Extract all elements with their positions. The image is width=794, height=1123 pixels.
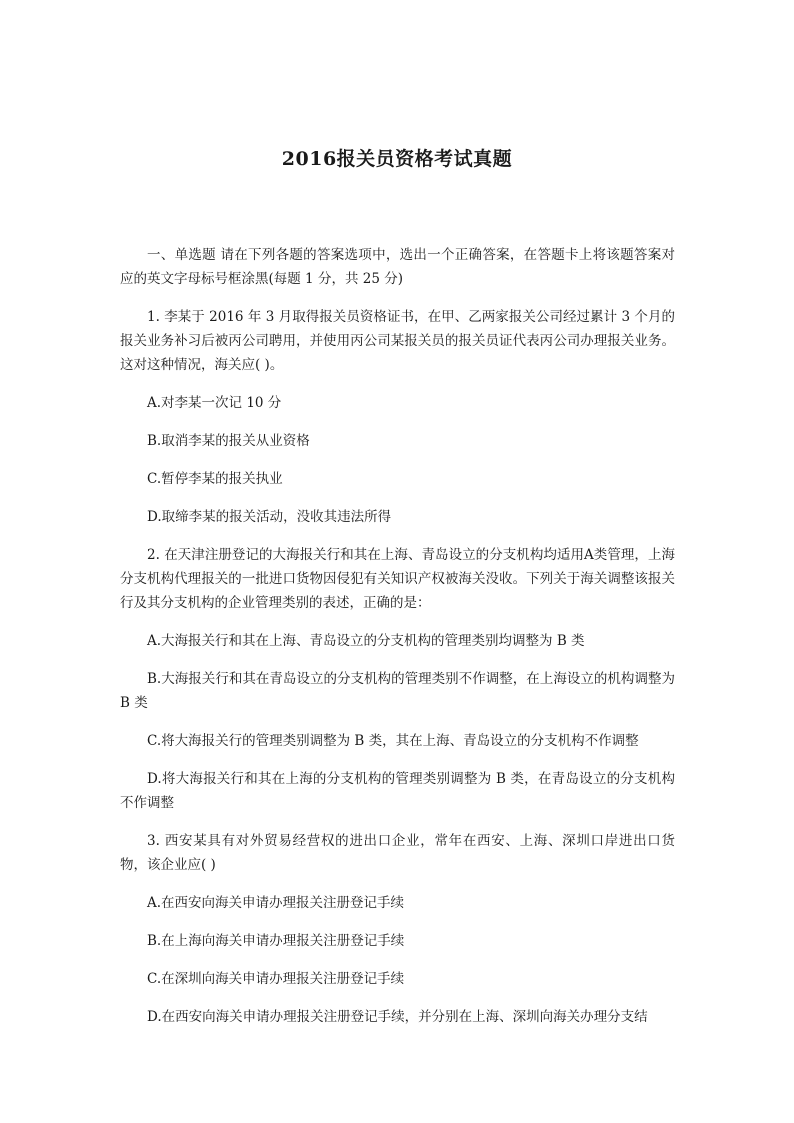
document-title: 2016报关员资格考试真题 (281, 148, 513, 170)
question-1-option-a: A.对李某一次记 10 分 (147, 395, 282, 411)
question-stem-2: 2. 在天津注册登记的大海报关行和其在上海、青岛设立的分支机构均适用A类管理，上海分支机构代理报关的一批进口货物因侵犯有关知识产权被海关没收。下列关于海关调整该报关行及其分支机构的企业管理类别的表述，正确的是： (120, 547, 675, 611)
question-2-option-b: B.大海报关行和其在青岛设立的分支机构的管理类别不作调整，在上海设立的机构调整为 B 类 (120, 671, 675, 711)
question-stem-1: 1. 李某于 2016 年 3 月取得报关员资格证书，在甲、乙两家报关公司经过累计 3 个月的报关业务补习后被丙公司聘用，并使用丙公司某报关员的报关员证代表丙公司办理报关业务。这对这种情况，海关应( )。 (120, 309, 675, 373)
question-3-option-c: C.在深圳向海关申请办理报关注册登记手续 (147, 971, 405, 987)
document-body (120, 243, 675, 1043)
question-2-option-c: C.将大海报关行的管理类别调整为 B 类，其在上海、青岛设立的分支机构不作调整 (147, 733, 639, 749)
question-stem-3: 3. 西安某具有对外贸易经营权的进出口企业，常年在西安、上海、深圳口岸进出口货物，该企业应( ) (120, 833, 675, 873)
question-1-option-c: C.暂停李某的报关执业 (147, 471, 283, 487)
question-1-option-d: D.取缔李某的报关活动，没收其违法所得 (147, 509, 392, 525)
section-heading: 一、单选题 请在下列各题的答案选项中，选出一个正确答案，在答题卡上将该题答案对应的英文字母标号框涂黑(每题 1 分，共 25 分) (120, 247, 675, 287)
question-2-option-d: D.将大海报关行和其在上海的分支机构的管理类别调整为 B 类，在青岛设立的分支机构不作调整 (120, 771, 675, 811)
question-3-option-b: B.在上海向海关申请办理报关注册登记手续 (147, 933, 405, 949)
question-3-option-d: D.在西安向海关申请办理报关注册登记手续，并分别在上海、深圳向海关办理分支结 (147, 1009, 648, 1025)
question-2-option-a: A.大海报关行和其在上海、青岛设立的分支机构的管理类别均调整为 B 类 (147, 633, 585, 649)
question-1-option-b: B.取消李某的报关从业资格 (147, 433, 310, 449)
question-3-option-a: A.在西安向海关申请办理报关注册登记手续 (147, 895, 405, 911)
